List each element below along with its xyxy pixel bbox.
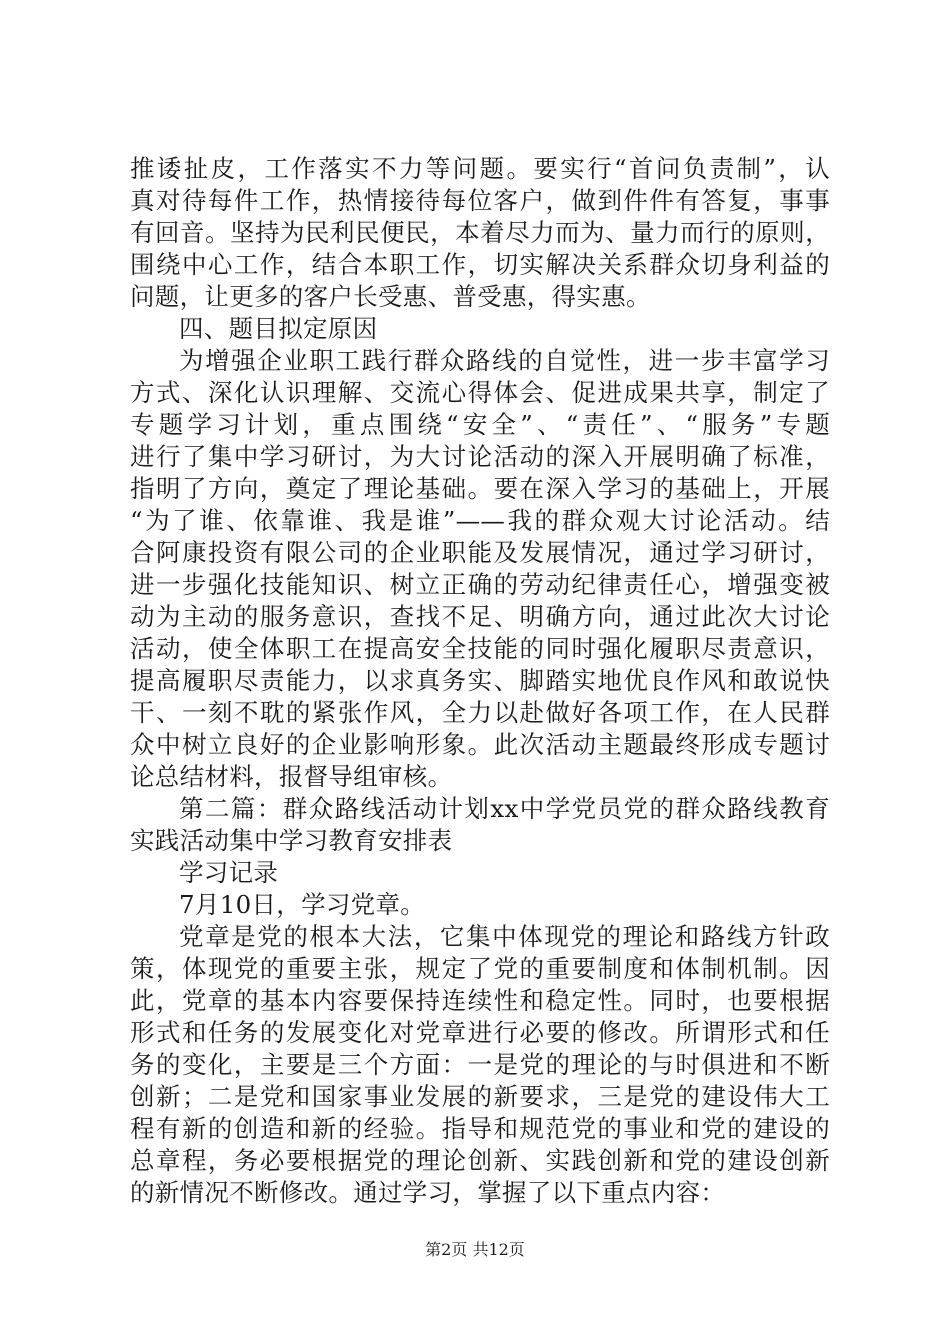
paragraph-line: 众中树立良好的企业影响形象。此次活动主题最终形成专题讨 <box>130 730 830 759</box>
paragraph-line: 总章程，务必要根据党的理论创新、实践创新和党的建设创新 <box>130 1146 830 1175</box>
section-heading: 实践活动集中学习教育安排表 <box>130 826 453 855</box>
paragraph-line: 的新情况不断修改。通过学习，掌握了以下重点内容： <box>130 1178 726 1207</box>
paragraph-line: 活动，使全体职工在提高安全技能的同时强化履职尽责意识， <box>130 634 830 663</box>
paragraph-line: 党章是党的根本大法，它集中体现党的理论和路线方针政 <box>179 922 830 951</box>
paragraph-line: 动为主动的服务意识，查找不足、明确方向，通过此次大讨论 <box>130 602 830 631</box>
paragraph-line: 务的变化，主要是三个方面：一是党的理论的与时俱进和不断 <box>130 1050 830 1079</box>
paragraph-line: 创新；二是党和国家事业发展的新要求，三是党的建设伟大工 <box>130 1082 830 1111</box>
page-number-footer: 第2页 共12页 <box>425 1240 525 1259</box>
paragraph-line: 进行了集中学习研讨，为大讨论活动的深入开展明确了标准， <box>130 442 830 471</box>
paragraph-line: 此，党章的基本内容要保持连续性和稳定性。同时，也要根据 <box>130 986 830 1015</box>
paragraph-line: 推诿扯皮，工作落实不力等问题。要实行“首问负责制”，认 <box>130 154 830 183</box>
paragraph-line: 专题学习计划，重点围绕“安全”、“责任”、“服务”专题 <box>130 410 830 439</box>
paragraph-line: 形式和任务的发展变化对党章进行必要的修改。所谓形式和任 <box>130 1018 830 1047</box>
paragraph-line: 干、一刻不耽的紧张作风，全力以赴做好各项工作，在人民群 <box>130 698 830 727</box>
paragraph-line: 问题，让更多的客户长受惠、普受惠，得实惠。 <box>130 282 651 311</box>
section-heading: 四、题目拟定原因 <box>179 314 378 343</box>
section-heading: 第二篇：群众路线活动计划xx中学党员党的群众路线教育 <box>179 794 830 823</box>
paragraph-line: 论总结材料，报督导组审核。 <box>130 762 453 791</box>
subheading: 学习记录 <box>179 858 279 887</box>
paragraph-line: 方式、深化认识理解、交流心得体会、促进成果共享，制定了 <box>130 378 830 407</box>
paragraph-line: 真对待每件工作，热情接待每位客户，做到件件有答复，事事 <box>130 186 830 215</box>
paragraph-line: 指明了方向，奠定了理论基础。要在深入学习的基础上，开展 <box>130 474 830 503</box>
paragraph-line: 进一步强化技能知识、树立正确的劳动纪律责任心，增强变被 <box>130 570 830 599</box>
paragraph-line: 为增强企业职工践行群众路线的自觉性，进一步丰富学习 <box>179 346 830 375</box>
paragraph-line: 策，体现党的重要主张，规定了党的重要制度和体制机制。因 <box>130 954 830 983</box>
paragraph-line: 有回音。坚持为民利民便民，本着尽力而为、量力而行的原则， <box>130 218 830 247</box>
paragraph-line: 程有新的创造和新的经验。指导和规范党的事业和党的建设的 <box>130 1114 830 1143</box>
document-body <box>130 153 830 1209</box>
paragraph-line: “为了谁、依靠谁、我是谁”——我的群众观大讨论活动。结 <box>130 506 830 535</box>
paragraph-line: 提高履职尽责能力，以求真务实、脚踏实地优良作风和敢说快 <box>130 666 830 695</box>
date-line: 7月10日，学习党章。 <box>179 890 426 919</box>
paragraph-line: 围绕中心工作，结合本职工作，切实解决关系群众切身利益的 <box>130 250 830 279</box>
paragraph-line: 合阿康投资有限公司的企业职能及发展情况，通过学习研讨， <box>130 538 830 567</box>
